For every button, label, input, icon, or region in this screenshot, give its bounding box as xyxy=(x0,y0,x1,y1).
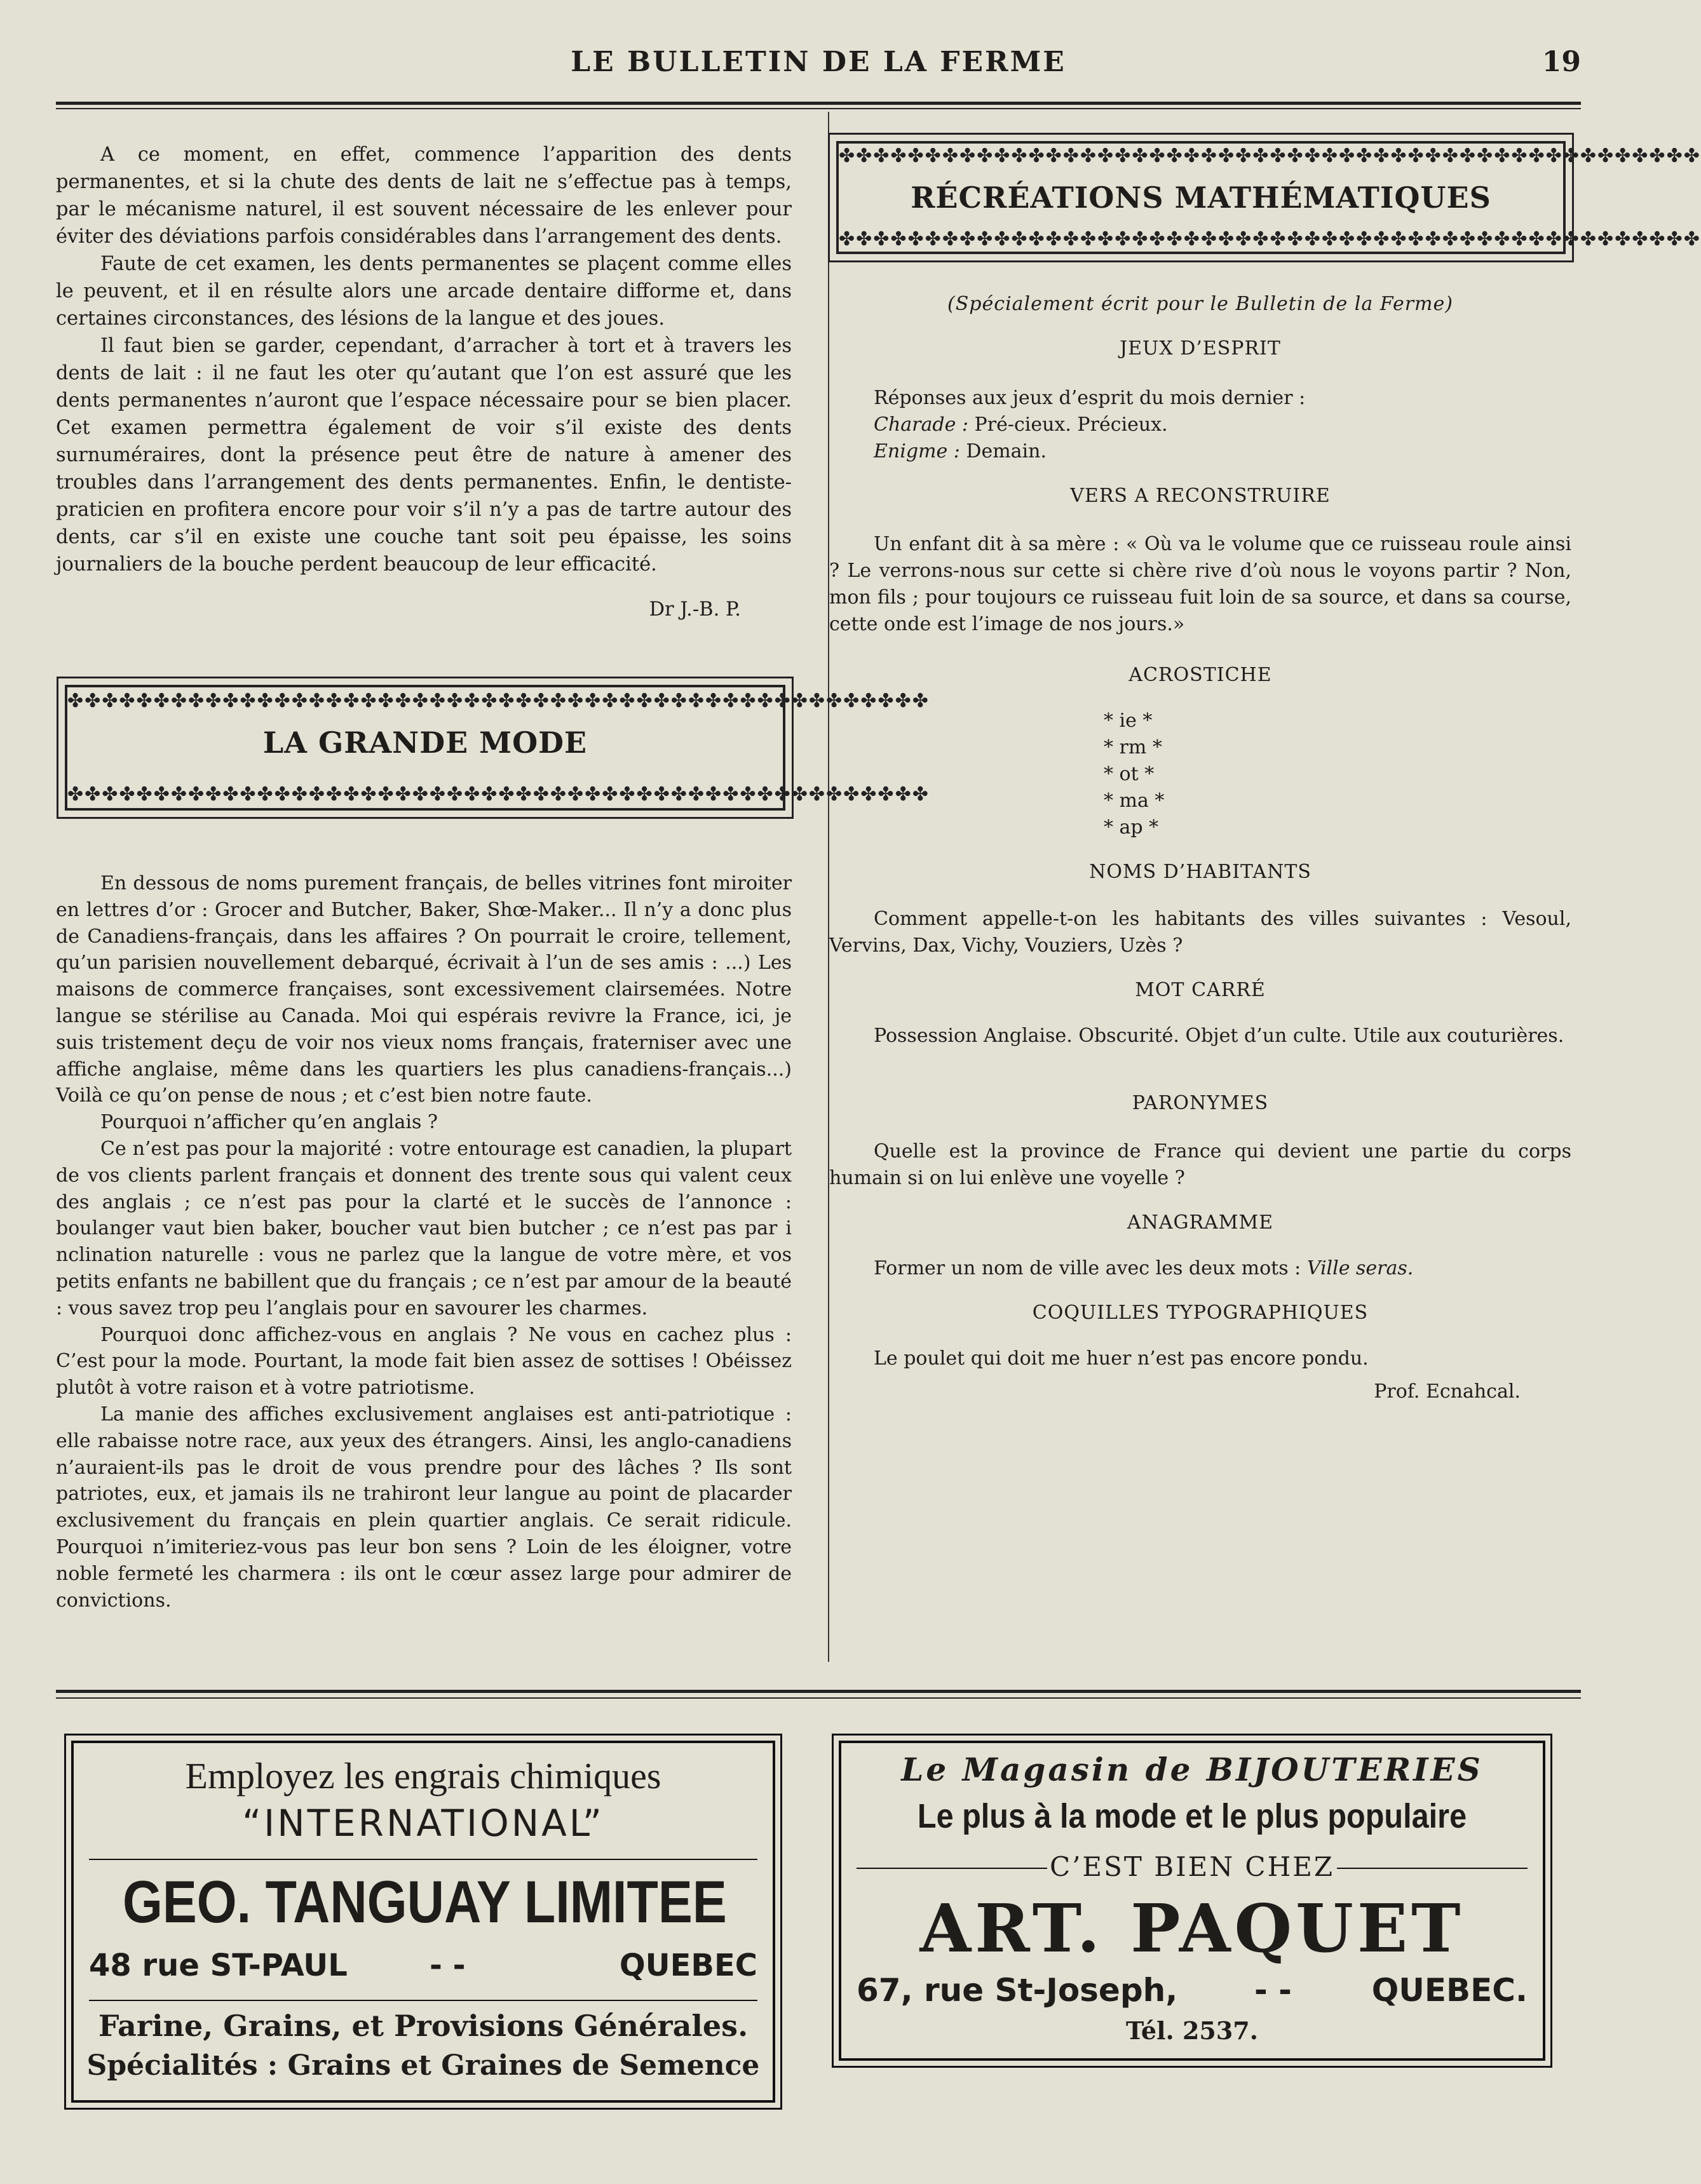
ad-company-name: ART. PAQUET xyxy=(919,1889,1465,1967)
article-paragraph: En dessous de noms purement français, de belles vitrines font miroiter en lettres d’or : Grocer and Butcher, Baker, Shœ-Maker... Il n’y a donc plus de Canadiens-français, dans les affaires ? On pourrait le croire, tellement, qu’un parisien nouvellement debarqué, écrivait à l’un de ses amis : ...) Les maisons de commerce françaises, sont excessivement clairsemées. Notre langue se stérilise au Canada. Moi qui espérais revivre la France, ici, je suis tristement deçu de voir nos vieux noms français, fraterniser avec une affiche anglaise, même dans les quartiers les plus canadiens-français...) Voilà ce qu’on pense de nous ; et c’est bien notre faute. xyxy=(56,872,792,1107)
ads-rule-thin xyxy=(56,1697,1581,1699)
ad-line-international: “INTERNATIONAL” xyxy=(242,1802,604,1845)
recreations-title: RÉCRÉATIONS MATHÉMATIQUES xyxy=(911,180,1491,215)
mode-title: LA GRANDE MODE xyxy=(262,725,588,760)
enigme-label: Enigme : xyxy=(874,440,960,462)
ad-line-bijouteries: Le Magasin de BIJOUTERIES xyxy=(901,1751,1483,1788)
header-rule-thin xyxy=(56,108,1581,109)
ad-company-name: GEO. TANGUAY LIMITEE xyxy=(123,1868,727,1935)
mode-article xyxy=(56,870,792,1614)
tanguay-advertisement: Employez les engrais chimiques “INTERNATIONAL” GEO. TANGUAY LIMITEE 48 rue ST-PAUL - - QUEBEC Farine, Grains, et Provisions Générales. Spécialités : Grains et Graines de Semence xyxy=(71,1741,775,2103)
article-paragraph: A ce moment, en effet, commence l’apparition des dents permanentes, et si la chute des dents de lait ne s’effectue pas à temps, par le mécanisme naturel, il est souvent nécessaire de les enlever pour éviter des déviations parfois considérables dans l’arrangement des dents. xyxy=(56,144,792,248)
ad-line-mode: Le plus à la mode et le plus populaire xyxy=(917,1797,1467,1835)
recreations-signature: Prof. Ecnahcal. xyxy=(1374,1380,1521,1403)
habitants-text: Comment appelle-t-on les habitants des villes suivantes : Vesoul, Vervins, Dax, Vichy, Vouziers, Uzès ? xyxy=(829,908,1571,957)
article-signature: Dr J.-B. P. xyxy=(649,598,741,621)
section-heading-coquilles: COQUILLES TYPOGRAPHIQUES xyxy=(1032,1302,1369,1324)
acrostiche-list xyxy=(1104,708,1571,841)
coquilles-text: Le poulet qui doit me huer n’est pas encore pondu. xyxy=(874,1347,1369,1370)
article-paragraph: Ce n’est pas pour la majorité : votre entourage est canadien, la plupart de vos clients parlent français et donnent des trente sous qui valent ceux des anglais ; ce n’est pas pour la clarté et le succès de l’annonce : boulanger vaut bien baker, boucher vaut bien butcher ; ce n’est pas par i nclination naturelle : vous ne parlez que la langue de votre mère, et vos petits enfants ne babillent que du français ; ce n’est par amour de la beauté : vous savez trop peu l’anglais pour en savourer les charmes. xyxy=(56,1137,792,1319)
publication-title: LE BULLETIN DE LA FERME xyxy=(571,46,1066,78)
mode-title-box xyxy=(65,685,930,811)
page-number: 19 xyxy=(1542,46,1581,78)
vers-text: Un enfant dit à sa mère : « Où va le volume que ce ruisseau roule ainsi ? Le verrons-nous sur cette si chère rive d’où nous le voyons partir ? Non, mon fils ; pour toujours ce ruisseau fuit loin de sa source, et dans sa course, cette onde est l’image de nos jours.» xyxy=(829,533,1571,635)
motcarre-text: Possession Anglaise. Obscurité. Objet d’un culte. Utile aux couturières. xyxy=(874,1025,1564,1047)
ad-rule-right xyxy=(1337,1868,1528,1869)
ad-line-chez: C’EST BIEN CHEZ xyxy=(1049,1851,1335,1882)
acrostiche-line: * ie * xyxy=(1104,710,1153,732)
article-paragraph: Pourquoi n’afficher qu’en anglais ? xyxy=(100,1111,438,1134)
article-paragraph: Faute de cet examen, les dents permanentes se plaçent comme elles le peuvent, et il en résulte alors une arcade dentaire difforme et, dans certaines circonstances, des lésions de la langue et des joues. xyxy=(56,253,792,330)
anagramme-words: Ville seras. xyxy=(1306,1257,1414,1279)
section-heading-acrostiche: ACROSTICHE xyxy=(1128,664,1272,686)
acrostiche-line: * rm * xyxy=(1104,736,1162,758)
section-heading-vers: VERS A RECONSTRUIRE xyxy=(1070,485,1331,507)
recreations-title-box xyxy=(836,141,1701,254)
recreations-article xyxy=(829,291,1571,1405)
section-heading-anagramme: ANAGRAMME xyxy=(1127,1211,1274,1234)
ads-rule xyxy=(56,1690,1581,1693)
ad-phone: Tél. 2537. xyxy=(1126,2016,1258,2045)
enigme-answer: Enigme : Demain. xyxy=(874,440,1047,462)
charade-label: Charade : xyxy=(874,414,968,436)
dental-article xyxy=(56,141,792,623)
ad-goods: Farine, Grains, et Provisions Générales. xyxy=(98,2009,749,2043)
acrostiche-line: * ap * xyxy=(1104,816,1159,839)
section-heading-habitants: NOMS D’HABITANTS xyxy=(1089,861,1311,883)
section-heading-paronymes: PARONYMES xyxy=(1132,1092,1269,1114)
acrostiche-line: * ma * xyxy=(1104,790,1165,812)
byline: (Spécialement écrit pour le Bulletin de la Ferme) xyxy=(947,293,1453,315)
section-heading-jeux: JEUX D’ESPRIT xyxy=(1120,337,1281,360)
header-rule xyxy=(56,102,1581,105)
ad-rule xyxy=(89,2000,757,2001)
fleuron-border-top: ✤✤✤✤✤✤✤✤✤✤✤✤✤✤✤✤✤✤✤✤✤✤✤✤✤✤✤✤✤✤✤✤✤✤✤✤✤✤✤✤✤✤✤✤✤✤✤✤✤✤ xyxy=(67,690,930,712)
charade-answer: Charade : Pré-cieux. Précieux. xyxy=(874,414,1168,436)
page-header xyxy=(56,46,1581,90)
article-paragraph: La manie des affiches exclusivement anglaises est anti-patriotique : elle rabaisse notre race, aux yeux des étrangers. Ainsi, les anglo-canadiens n’auraient-ils pas le droit de vous prendre pour des lâches ? Ils sont patriotes, eux, et jamais ils ne trahiront leur langue au point de placarder exclusivement du français en plein quartier anglais. Ce serait ridicule. Pourquoi n’imiteriez-vous pas leur bon sens ? Loin de les éloigner, votre noble fermeté les charmera : ils ont le cœur assez large pour admirer de convictions. xyxy=(56,1403,792,1612)
answers-intro: Réponses aux jeux d’esprit du mois dernier : xyxy=(874,387,1306,409)
acrostiche-line: * ot * xyxy=(1104,763,1155,785)
fleuron-border-bottom: ✤✤✤✤✤✤✤✤✤✤✤✤✤✤✤✤✤✤✤✤✤✤✤✤✤✤✤✤✤✤✤✤✤✤✤✤✤✤✤✤✤✤✤✤✤✤✤✤✤✤ xyxy=(67,783,930,806)
fleuron-border-bottom: ✤✤✤✤✤✤✤✤✤✤✤✤✤✤✤✤✤✤✤✤✤✤✤✤✤✤✤✤✤✤✤✤✤✤✤✤✤✤✤✤✤✤✤✤✤✤✤✤✤✤ xyxy=(839,228,1701,250)
ad-specialty: Spécialités : Grains et Graines de Semence xyxy=(86,2049,760,2082)
fleuron-border-top: ✤✤✤✤✤✤✤✤✤✤✤✤✤✤✤✤✤✤✤✤✤✤✤✤✤✤✤✤✤✤✤✤✤✤✤✤✤✤✤✤✤✤✤✤✤✤✤✤✤✤ xyxy=(839,145,1701,167)
paquet-advertisement: Le Magasin de BIJOUTERIES Le plus à la mode et le plus populaire C’EST BIEN CHEZ ART. PAQUET 67, rue St-Joseph, - - QUEBEC. Tél. 2537. xyxy=(839,1741,1545,2061)
ad-line-engrais: Employez les engrais chimiques xyxy=(185,1755,661,1796)
paronymes-text: Quelle est la province de France qui devient une partie du corps humain si on lui enlève une voyelle ? xyxy=(829,1140,1571,1189)
anagramme-text: Former un nom de ville avec les deux mots : Ville seras. xyxy=(874,1257,1414,1279)
article-paragraph: Pourquoi donc affichez-vous en anglais ? Ne vous en cachez plus : C’est pour la mode. Pourtant, la mode fait bien assez de sottises ! Obéissez plutôt à votre raison et à votre patriotisme. xyxy=(56,1323,792,1399)
section-heading-motcarre: MOT CARRÉ xyxy=(1135,979,1266,1001)
ad-rule xyxy=(89,1859,757,1860)
article-paragraph: Il faut bien se garder, cependant, d’arracher à tort et à travers les dents de lait : il ne faut les oter qu’autant que l’on est assuré que les dents permanentes n’auront que l’espace nécessaire pour se bien placer. Cet examen permettra également de voir s’il existe des dents surnuméraires, dont la présence peut être de nature à amener des troubles dans l’arrangement des dents permanentes. Enfin, le dentiste-praticien en profitera encore pour voir s’il n’y a pas de tartre autour des dents, car s’il en existe une couche tant soit peu épaisse, les soins journaliers de la bouche perdent beaucoup de leur efficacité. xyxy=(56,335,792,576)
